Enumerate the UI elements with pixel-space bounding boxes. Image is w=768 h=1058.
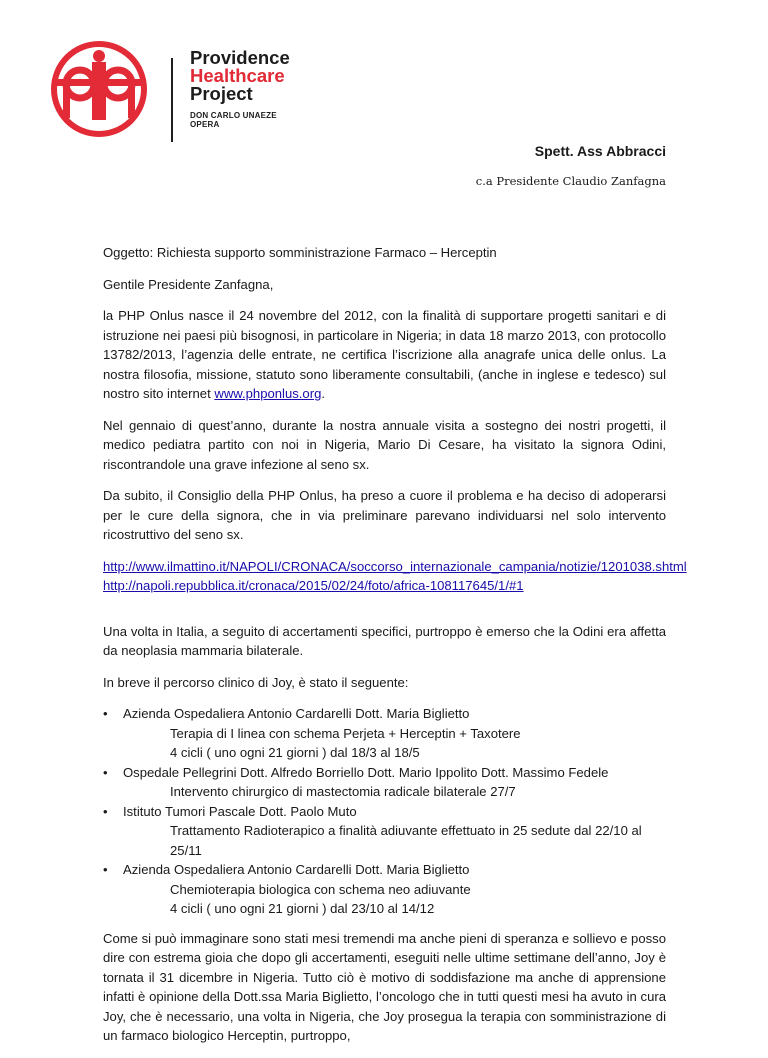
- brand-name-line2: Healthcare: [190, 65, 285, 86]
- brand-subtitle-line2: OPERA: [190, 120, 220, 129]
- brand-subtitle: [190, 111, 290, 129]
- bullet-icon: •: [103, 862, 108, 877]
- list-item: [103, 763, 666, 802]
- bullet-icon: •: [103, 706, 108, 721]
- php-logo-icon: [40, 40, 158, 138]
- brand-name-line3: Project: [190, 83, 253, 104]
- paragraph-intro-text: la PHP Onlus nasce il 24 novembre del 2012, con la finalità di supportare progetti sanitari e di istruzione nei paesi più bisognosi, in particolare in Nigeria; in data 18 marzo 2013, con protocollo 13782/2013, l’agenzia delle entrate, ne certifica l’iscrizione alla anagrafe unica delle onlus. La nostra filosofia, missione, statuto sono liberamente consultabili, (anche in inglese e tedesco) sul nostro sito internet: [103, 308, 666, 401]
- course-title: Ospedale Pellegrini Dott. Alfredo Borriello Dott. Mario Ippolito Dott. Massimo Fedele: [123, 764, 609, 780]
- course-title: Azienda Ospedaliera Antonio Cardarelli Dott. Maria Biglietto: [123, 706, 470, 721]
- recipient-name: Spett. Ass Abbracci: [534, 143, 666, 159]
- paragraph-course-intro: In breve il percorso clinico di Joy, è stato il seguente:: [103, 674, 409, 690]
- course-detail: Terapia di I linea con schema Perjeta + Herceptin + Taxotere: [170, 725, 521, 741]
- recipient-attention: c.a Presidente Claudio Zanfagna: [475, 174, 666, 188]
- paragraph-outcome: Come si può immaginare sono stati mesi tremendi ma anche pieni di speranza e sollievo e posso dire con estrema gioia che dopo gli accertamenti, eseguiti nelle ultime settimane dell’anno, Joy è tornata il 31 dicembre in Nigeria. Tutto ciò è motivo di soddisfazione ma anche di apprensione infatti è opinione della Dott.ssa Maria Biglietto, l’oncologo che in tutti questi mesi ha avuto in cura Joy, che è necessario, una volta in Nigeria, che Joy prosegua la terapia con somministrazione di un farmaco biologico Herceptin, purtroppo,: [103, 930, 666, 1043]
- press-link-repubblica[interactable]: http://napoli.repubblica.it/cronaca/2015/02/24/foto/africa-108117645/1/#1: [103, 578, 524, 593]
- course-title: Azienda Ospedaliera Antonio Cardarelli Dott. Maria Biglietto: [123, 862, 470, 877]
- paragraph-intro-end: .: [321, 386, 325, 401]
- paragraph-intro: [103, 306, 666, 404]
- header-divider: [171, 58, 173, 142]
- course-detail: 4 cicli ( uno ogni 21 giorni ) dal 18/3 al 18/5: [170, 745, 420, 760]
- letter-body: [103, 243, 687, 1058]
- course-detail: 4 cicli ( uno ogni 21 giorni ) dal 23/10 al 14/12: [170, 901, 435, 916]
- press-links: [103, 557, 687, 596]
- paragraph-visit: Nel gennaio di quest’anno, durante la nostra annuale visita a sostegno dei nostri progetti, il medico pediatra partito con noi in Nigeria, Mario Di Cesare, ha visitato la signora Odini, riscontrandole una grave infezione al seno sx.: [103, 417, 666, 472]
- paragraph-council: Da subito, il Consiglio della PHP Onlus, ha preso a cuore il problema e ha deciso di adoperarsi per le cure della signora, che in via preliminare parevano individuarsi nel solo intervento ricostruttivo del seno sx.: [103, 488, 666, 542]
- course-title: Istituto Tumori Pascale Dott. Paolo Muto: [123, 803, 357, 819]
- list-item: [103, 802, 666, 861]
- bullet-icon: •: [103, 764, 108, 780]
- brand-subtitle-line1: DON CARLO UNAEZE: [190, 111, 277, 120]
- brand-name-line1: Providence: [190, 47, 290, 68]
- course-detail: Chemioterapia biologica con schema neo adiuvante: [170, 881, 471, 897]
- letter-greeting: Gentile Presidente Zanfagna,: [103, 276, 274, 292]
- course-detail: Intervento chirurgico di mastectomia radicale bilaterale 27/7: [170, 784, 516, 799]
- list-item: [103, 860, 666, 919]
- letter-subject: Oggetto: Richiesta supporto somministrazione Farmaco – Herceptin: [103, 245, 497, 260]
- press-link-ilmattino[interactable]: http://www.ilmattino.it/NAPOLI/CRONACA/soccorso_internazionale_campania/notizie/1201038.shtml: [103, 558, 687, 574]
- paragraph-diagnosis: Una volta in Italia, a seguito di accertamenti specifici, purtroppo è emerso che la Odini era affetta da neoplasia mammaria bilaterale.: [103, 623, 666, 658]
- clinical-course-list: [103, 704, 666, 919]
- brand-block: [190, 49, 290, 129]
- course-detail: Trattamento Radioterapico a finalità adiuvante effettuato in 25 sedute dal 22/10 al 25/11: [170, 823, 642, 858]
- bullet-icon: •: [103, 803, 108, 819]
- list-item: [103, 704, 666, 763]
- website-link[interactable]: www.phponlus.org: [214, 386, 322, 401]
